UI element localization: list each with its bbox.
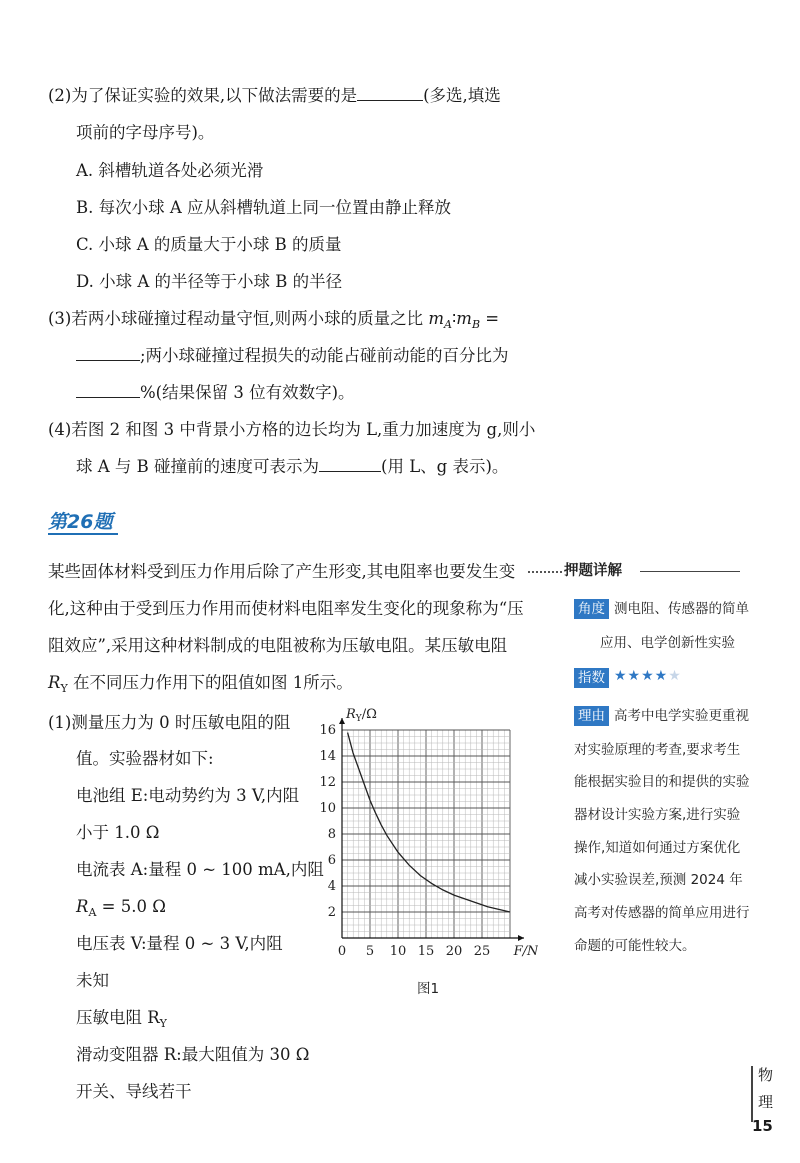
- q2-stem-tail: (多选,填选: [423, 86, 501, 105]
- reason-line-7: 高考对传感器的简单应用进行: [574, 905, 750, 921]
- q3-stem-3: %(结果保留 3 位有效数字)。: [140, 383, 355, 402]
- sidebar-header: 押题详解: [564, 563, 622, 579]
- q1-line-5: 电流表 A:量程 0 ~ 100 mA,内阻: [76, 860, 324, 879]
- x-tick-label: 0: [337, 944, 347, 959]
- tag-reason: 理由: [574, 706, 609, 726]
- q2-line-2: 项前的字母序号)。: [76, 123, 215, 142]
- ratio-equals: =: [485, 309, 500, 328]
- x-axis-arrow-icon: [518, 935, 524, 941]
- ammeter-r-sub: A: [88, 906, 97, 919]
- reason-line-5: 操作,知道如何通过方案优化: [574, 840, 741, 856]
- x-axis-label: F/N: [513, 944, 538, 959]
- q2-option-d: D. 小球 A 的半径等于小球 B 的半径: [76, 272, 343, 291]
- ammeter-r-symbol: R: [76, 897, 89, 916]
- y-tick-label: 6: [327, 853, 336, 868]
- y-tick-label: 16: [319, 723, 336, 738]
- q1-line-9: [76, 1007, 167, 1035]
- sidebar-header-rule: [640, 571, 740, 572]
- mass-sub-b: B: [471, 318, 481, 331]
- page-marker-bar: [751, 1066, 753, 1122]
- y-tick-label: 4: [327, 879, 336, 894]
- intro-line-4-rest: 在不同压力作用下的阻值如图 1所示。: [67, 673, 353, 692]
- q3-line-1: [48, 308, 499, 336]
- q4-line-1: (4)若图 2 和图 3 中背景小方格的边长均为 L,重力加速度为 g,则小: [48, 420, 536, 439]
- angle-text-2: 应用、电学创新性实验: [600, 635, 735, 651]
- reason-line-6: 减小实验误差,预测 2024 年: [574, 872, 743, 888]
- x-tick-label: 5: [365, 944, 375, 959]
- q4-stem: 球 A 与 B 碰撞前的速度可表示为: [76, 457, 320, 476]
- x-tick-label: 25: [473, 944, 491, 959]
- tag-angle: 角度: [574, 599, 609, 619]
- resistor-sub: Y: [60, 682, 68, 695]
- q1-line-2: 值。实验器材如下:: [76, 749, 214, 768]
- x-tick-label: 20: [445, 944, 463, 959]
- reason-line-8: 命题的可能性较大。: [574, 938, 696, 954]
- q1-line-6-rest: = 5.0 Ω: [96, 897, 166, 916]
- q2-option-b: B. 每次小球 A 应从斜槽轨道上同一位置由静止释放: [76, 198, 452, 217]
- reason-line-3: 能根据实验目的和提供的实验: [574, 774, 750, 790]
- q3-percent-blank[interactable]: [76, 383, 140, 398]
- x-tick-label: 15: [417, 944, 435, 959]
- q1-line-6: [76, 896, 166, 924]
- intro-line-4: [48, 672, 353, 700]
- y-tick-label: 14: [319, 749, 336, 764]
- sidebar-leader-dots: [528, 571, 562, 573]
- q2-option-a: A. 斜槽轨道各处必须光滑: [76, 161, 264, 180]
- angle-text-1: 测电阻、传感器的简单: [614, 601, 749, 617]
- y-tick-label: 10: [319, 801, 336, 816]
- section-title-underline: [48, 533, 118, 535]
- q1-line-11: 开关、导线若干: [76, 1082, 192, 1101]
- intro-line-2: 化,这种由于受到压力作用而使材料电阻率发生变化的现象称为“压: [48, 599, 524, 618]
- mass-symbol-b: m: [456, 309, 472, 328]
- q1-line-4: 小于 1.0 Ω: [76, 823, 160, 842]
- q2-stem: (2)为了保证实验的效果,以下做法需要的是: [48, 86, 358, 105]
- y-axis-label: $R_Y/\Omega$: [346, 708, 377, 724]
- subject-char-2: 理: [758, 1093, 774, 1111]
- q1-line-10: 滑动变阻器 R:最大阻值为 30 Ω: [76, 1045, 310, 1064]
- reason-line-2: 对实验原理的考查,要求考生: [574, 742, 741, 758]
- q1-line-7: 电压表 V:量程 0 ~ 3 V,内阻: [76, 934, 283, 953]
- mass-symbol: m: [428, 309, 445, 328]
- star-empty-icon: ★: [668, 668, 682, 684]
- y-tick-label: 2: [327, 905, 336, 920]
- q1-line-1: (1)测量压力为 0 时压敏电阻的阻: [48, 713, 291, 732]
- q2-option-c: C. 小球 A 的质量大于小球 B 的质量: [76, 235, 342, 254]
- section-title: 第26题: [48, 511, 113, 533]
- reason-line-4: 器材设计实验方案,进行实验: [574, 807, 741, 823]
- q3-line-2: [76, 345, 509, 367]
- reason-line-1: 高考中电学实验更重视: [614, 708, 749, 724]
- tag-index: 指数: [574, 668, 609, 688]
- resistor-symbol: R: [48, 673, 61, 692]
- y-tick-label: 12: [319, 775, 336, 790]
- ratio-sep: ∶: [451, 309, 457, 328]
- q2-answer-blank[interactable]: [357, 86, 423, 101]
- q3-line-3: [76, 382, 355, 404]
- y-tick-label: 8: [327, 827, 336, 842]
- q1-line-9-pre: 压敏电阻 R: [76, 1008, 160, 1027]
- page-number: 15: [752, 1117, 773, 1135]
- star-filled-icon: ★★★★: [614, 668, 669, 684]
- resistance-force-chart: [318, 708, 538, 998]
- q1-line-3: 电池组 E:电动势约为 3 V,内阻: [76, 786, 300, 805]
- mass-sub-a: A: [444, 318, 452, 331]
- q1-line-9-sub: Y: [159, 1017, 167, 1030]
- q3-stem-2: ;两小球碰撞过程损失的动能占碰前动能的百分比为: [140, 346, 509, 365]
- q4-stem-tail: (用 L、g 表示)。: [381, 457, 509, 476]
- resistance-curve: [348, 733, 510, 912]
- intro-line-1: 某些固体材料受到压力作用后除了产生形变,其电阻率也要发生变: [48, 562, 516, 581]
- q3-ratio-blank[interactable]: [76, 346, 140, 361]
- q3-stem: (3)若两小球碰撞过程动量守恒,则两小球的质量之比: [48, 309, 424, 328]
- x-tick-label: 10: [389, 944, 407, 959]
- q4-line-2: [76, 456, 508, 478]
- y-axis-arrow-icon: [339, 718, 345, 724]
- q4-answer-blank[interactable]: [319, 457, 381, 472]
- subject-char-1: 物: [758, 1066, 774, 1084]
- q1-line-8: 未知: [76, 971, 109, 990]
- rating-stars: [614, 668, 682, 684]
- intro-line-3: 阻效应”,采用这种材料制成的电阻被称为压敏电阻。某压敏电阻: [48, 636, 508, 655]
- chart-caption: 图1: [416, 981, 440, 997]
- q2-line-1: [48, 85, 501, 107]
